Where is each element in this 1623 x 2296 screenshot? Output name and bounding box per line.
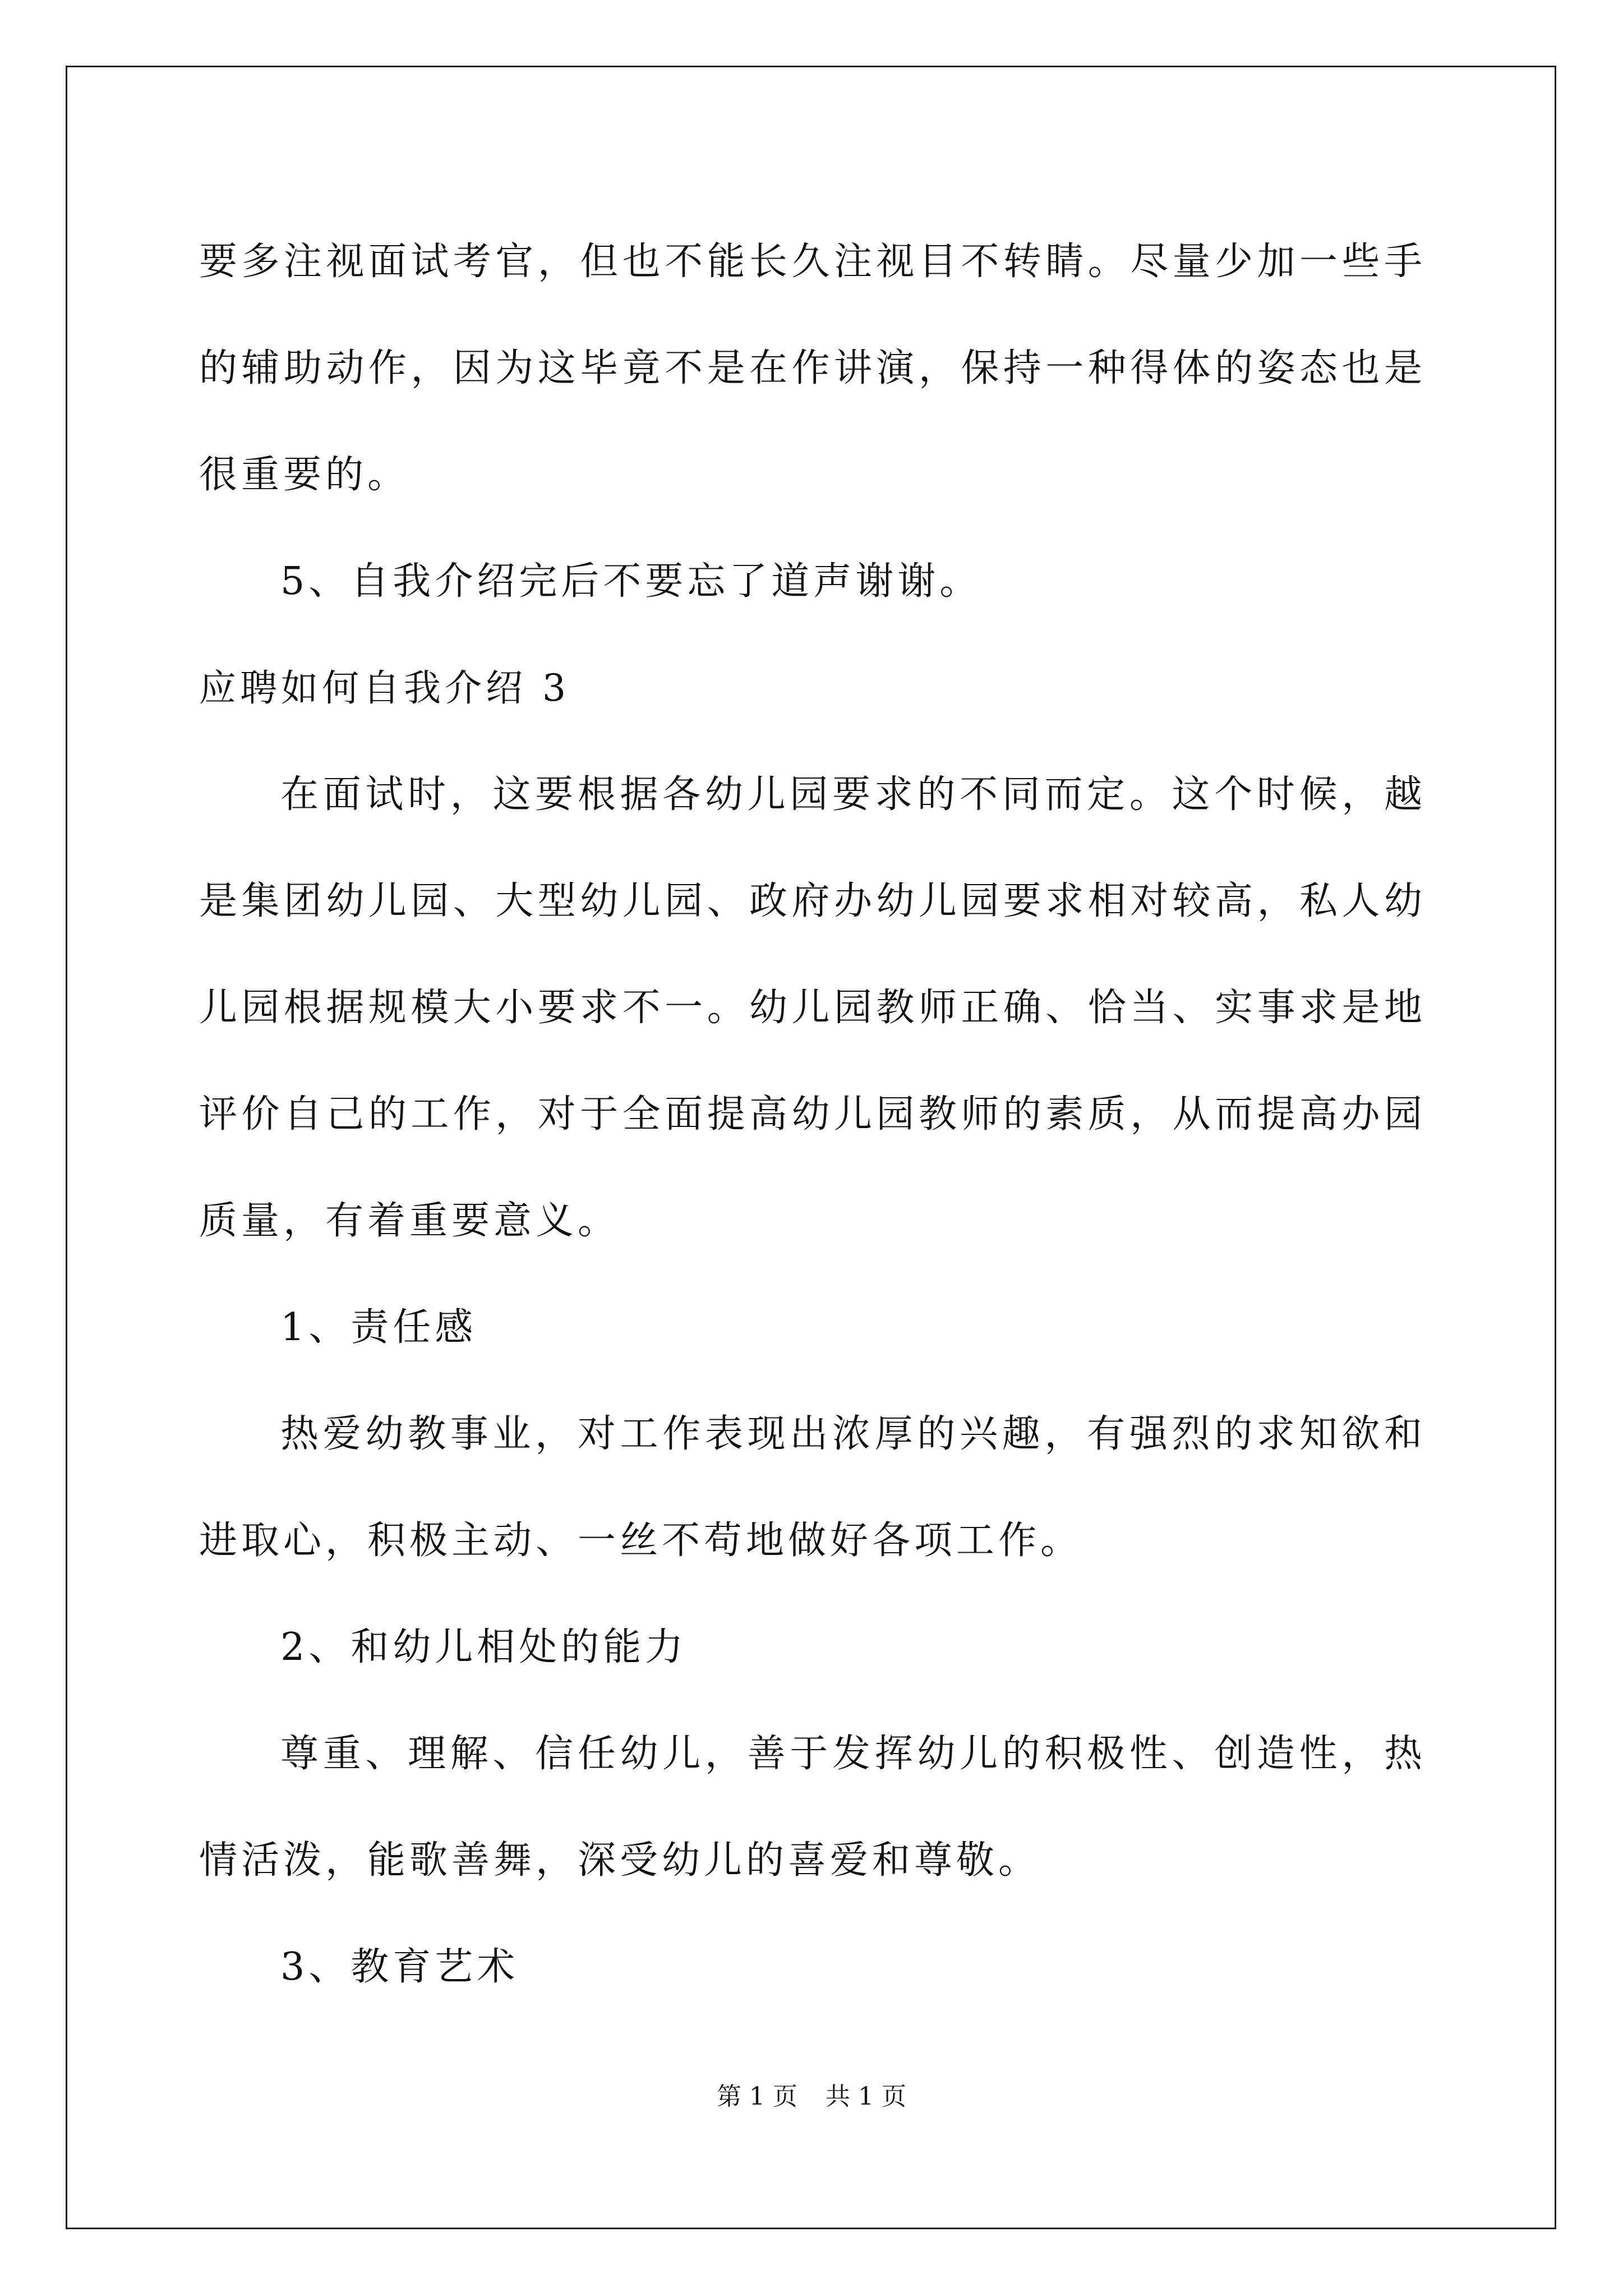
list-item-3-title: 3、教育艺术 xyxy=(280,1945,519,1989)
paragraph-4: 热爱幼教事业，对工作表现出浓厚的兴趣，有强烈的求知欲和进取心，积极主动、一丝不苟地做好各项工作。 xyxy=(199,1412,1426,1563)
section-heading: 应聘如何自我介绍 3 xyxy=(199,666,570,710)
page-total: 共 1 页 xyxy=(826,2082,906,2111)
list-item-2-title: 2、和幼儿相处的能力 xyxy=(280,1625,688,1669)
paragraph-3: 在面试时，这要根据各幼儿园要求的不同而定。这个时候，越是集团幼儿园、大型幼儿园、政府办幼儿园要求相对较高，私人幼儿园根据规模大小要求不一。幼儿园教师正确、恰当、实事求是地评价自己的工作，对于全面提高幼儿园教师的素质，从而提高办园质量，有着重要意义。 xyxy=(199,772,1426,1243)
paragraph-1: 要多注视面试考官，但也不能长久注视目不转睛。尽量少加一些手的辅助动作，因为这毕竟不是在作讲演，保持一种得体的姿态也是很重要的。 xyxy=(199,240,1426,497)
page-number: 第 1 页 xyxy=(717,2082,797,2111)
list-item-1-title: 1、责任感 xyxy=(280,1305,477,1350)
paragraph-5: 尊重、理解、信任幼儿，善于发挥幼儿的积极性、创造性，热情活泼，能歌善舞，深受幼儿的喜爱和尊敬。 xyxy=(199,1732,1426,1883)
paragraph-2: 5、自我介绍完后不要忘了道声谢谢。 xyxy=(280,559,982,604)
document-body xyxy=(199,209,1426,2021)
page-footer xyxy=(0,2080,1623,2114)
